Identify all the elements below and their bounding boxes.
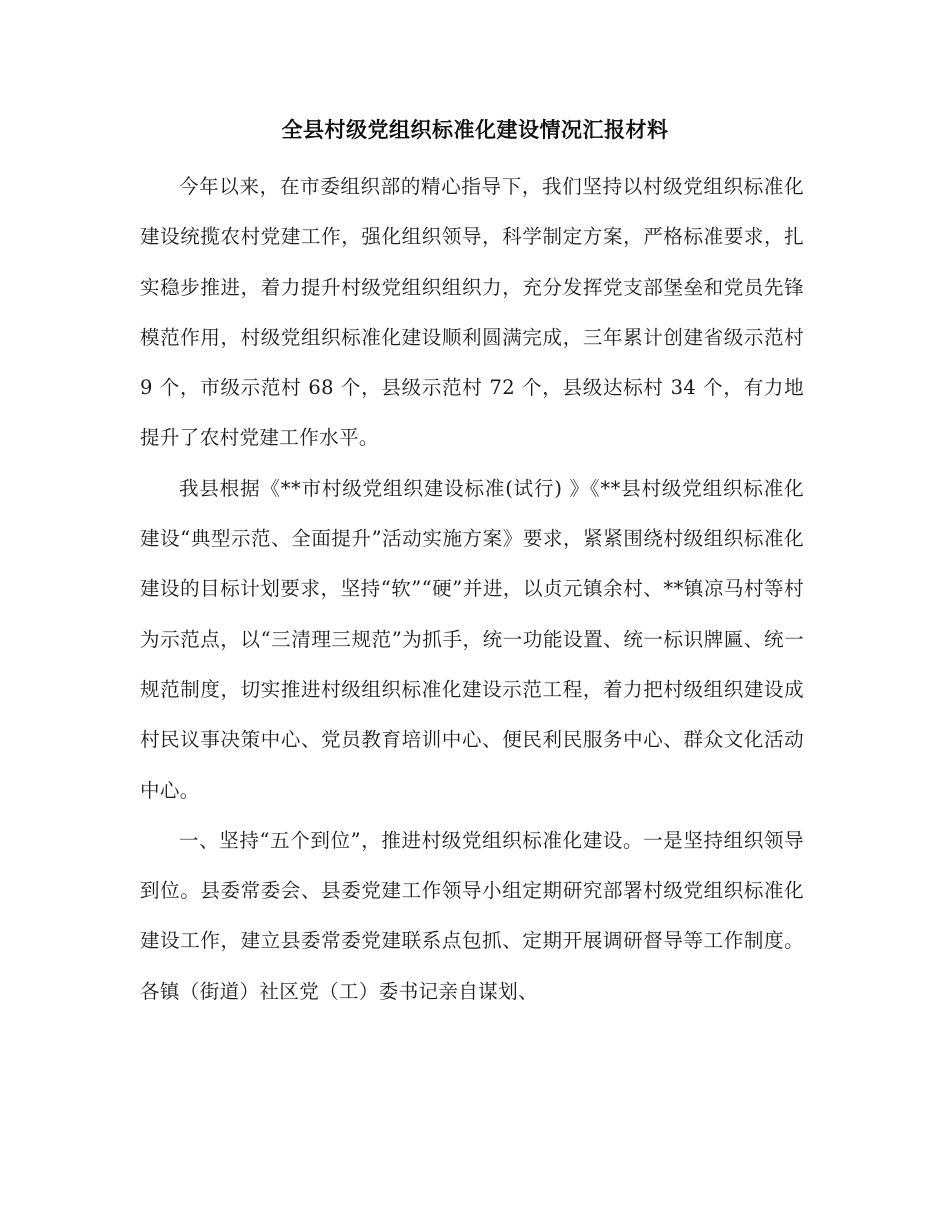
- paragraph-intro: 今年以来，在市委组织部的精心指导下，我们坚持以村级党组织标准化建设统揽农村党建工作，强化组织领导，科学制定方案，严格标准要求，扎实稳步推进，着力提升村级党组织组织力，充分发挥党支部堡垒和党员先锋模范作用，村级党组织标准化建设顺利圆满完成，三年累计创建省级示范村 9 个，市级示范村 68 个，县级示范村 72 个，县级达标村 34 个，有力地提升了农村党建工作水平。: [140, 175, 804, 450]
- paragraph-section-one: 一、坚持“五个到位”，推进村级党组织标准化建设。一是坚持组织领导到位。县委常委会、县委党建工作领导小组定期研究部署村级党组织标准化建设工作，建立县委常委党建联系点包抓、定期开展调研督导等工作制度。各镇（街道）社区党（工）委书记亲自谋划、: [140, 828, 804, 1003]
- paragraph-standards: 我县根据《**市村级党组织建设标准(试行) 》《**县村级党组织标准化建设“典型示范、全面提升”活动实施方案》要求，紧紧围绕村级组织标准化建设的目标计划要求，坚持“软”“硬”并进，以贞元镇余村、**镇凉马村等村为示范点，以“三清理三规范”为抓手，统一功能设置、统一标识牌匾、统一规范制度，切实推进村级组织标准化建设示范工程，着力把村级组织建设成村民议事决策中心、党员教育培训中心、便民利民服务中心、群众文化活动中心。: [140, 476, 804, 802]
- document-body: [140, 162, 804, 1017]
- document-title: 全县村级党组织标准化建设情况汇报材料: [281, 117, 669, 142]
